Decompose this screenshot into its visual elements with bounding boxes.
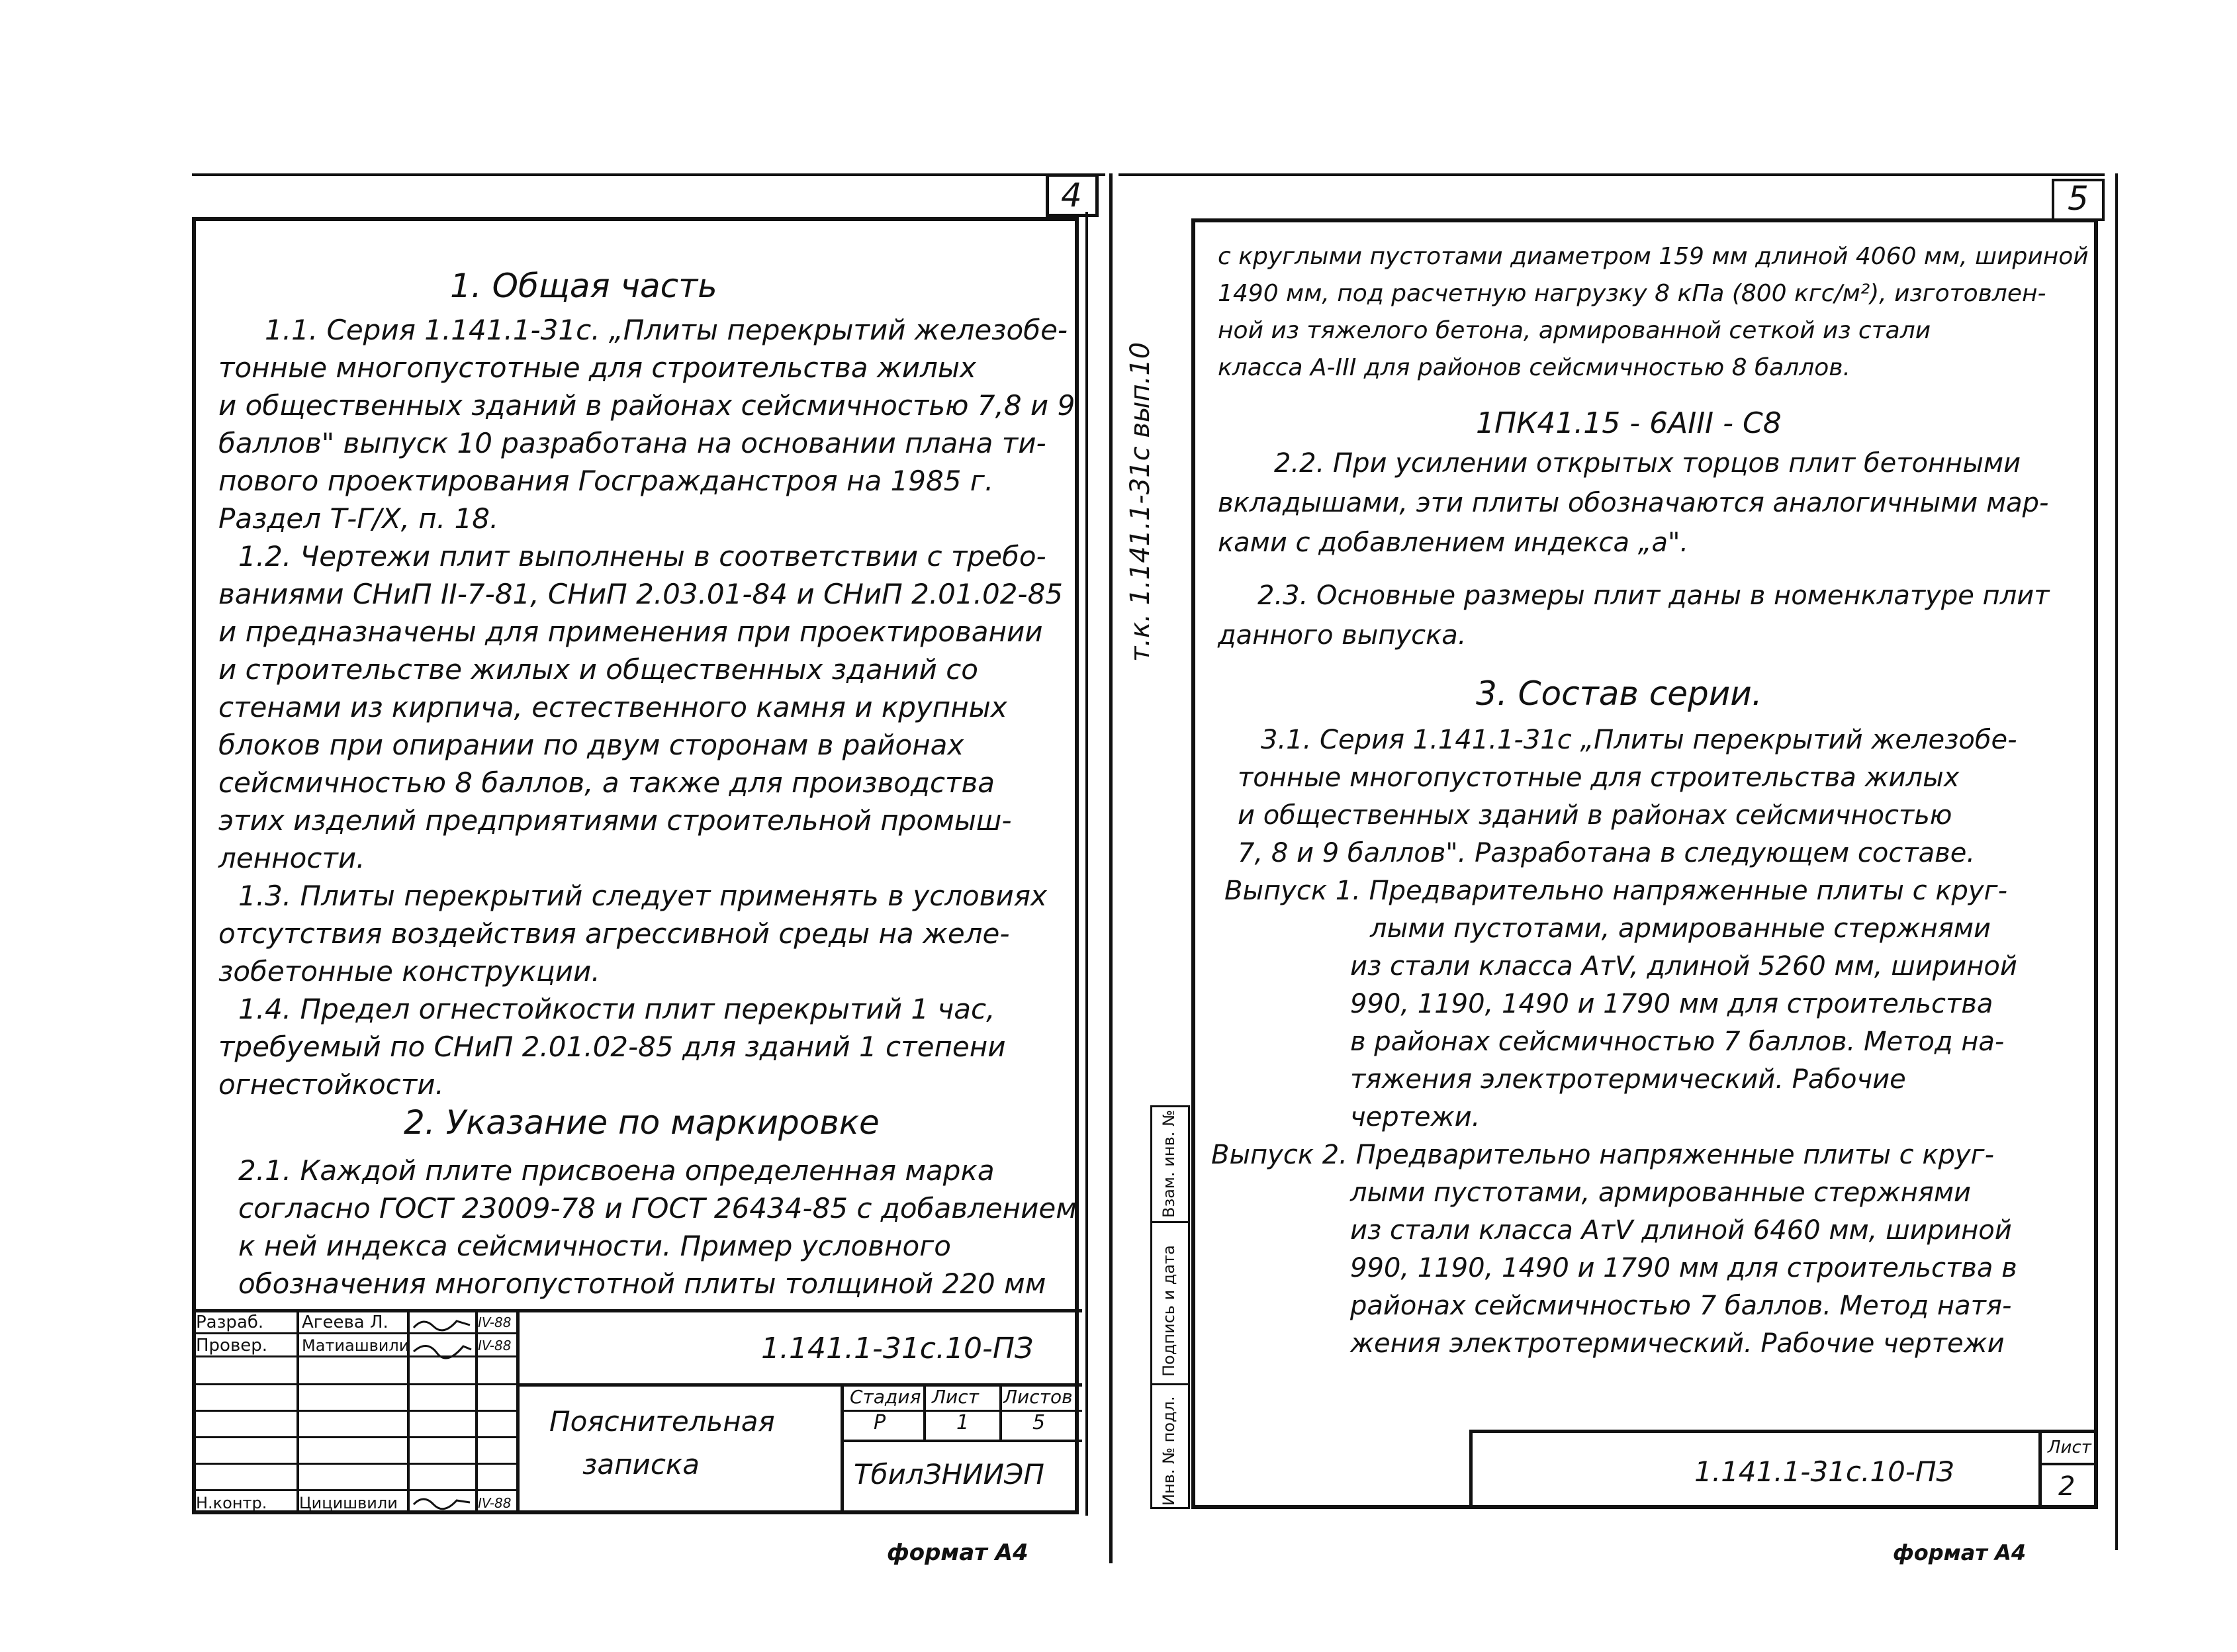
top-edge-line [192, 173, 1105, 176]
page-number-box [2052, 179, 2105, 221]
text-line: к ней индекса сейсмичности. Пример условного [238, 1230, 951, 1262]
left-body-2 [238, 1152, 1077, 1303]
stamp-name: Агеева Л. [302, 1312, 388, 1332]
inventory-hline [1150, 1383, 1190, 1385]
text-line: 1490 мм, под расчетную нагрузку 8 кПа (800 кгс/м²), изготовлен- [1218, 280, 2046, 307]
text-line: в районах сейсмичностью 7 баллов. Метод на- [1350, 1027, 2005, 1057]
text-line: обозначения многопустотной плиты толщиной 220 мм [238, 1267, 1046, 1300]
text-line: 1.1. Серия 1.141.1-31с. „Плиты перекрытий железобе- [265, 314, 1068, 346]
text-line: требуемый по СНиП 2.01.02-85 для зданий 1 степени [218, 1031, 1006, 1063]
signature-mark [410, 1492, 474, 1512]
stamp-hline [192, 1410, 516, 1412]
text-line: вкладышами, эти плиты обозначаются аналогичными мар- [1218, 488, 2049, 518]
text-line: 2.2. При усилении открытых торцов плит бетонными [1274, 448, 2021, 479]
right-body-top [1218, 238, 2089, 387]
stamp-hline [192, 1463, 516, 1465]
left-body [218, 311, 1075, 1103]
stamp-code: 1.141.1-31с.10-ПЗ [1694, 1455, 1954, 1488]
stamp-hline [192, 1436, 516, 1438]
text-line: класса А-III для районов сейсмичностью 8 баллов. [1218, 354, 1850, 381]
format-label: формат А4 [1893, 1540, 2027, 1565]
inventory-label: Инв. № подл. [1160, 1396, 1178, 1506]
text-line: стенами из кирпича, естественного камня и крупных [218, 691, 1007, 723]
stamp-vline [841, 1383, 844, 1514]
text-line: и предназначены для применения при проектировании [218, 616, 1043, 648]
text-line: 990, 1190, 1490 и 1790 мм для строительства [1350, 989, 1993, 1019]
text-line: лыми пустотами, армированные стержнями [1350, 1177, 1971, 1208]
text-line: пового проектирования Госгражданстроя на 1985 г. [218, 465, 994, 497]
text-line: ками с добавлением индекса „а". [1218, 528, 1689, 558]
text-line: блоков при опирании по двум сторонам в районах [218, 729, 964, 761]
text-line: ваниями СНиП II-7-81, СНиП 2.03.01-84 и СНиП 2.01.02-85 [218, 578, 1064, 610]
text-line: 7, 8 и 9 баллов". Разработана в следующем составе. [1238, 838, 1976, 868]
text-line: отсутствия воздействия агрессивной среды на желе- [218, 917, 1010, 950]
text-line: ной из тяжелого бетона, армированной сеткой из стали [1218, 317, 1931, 344]
text-line: и общественных зданий в районах сейсмичностью [1238, 800, 1952, 831]
text-line: сейсмичностью 8 баллов, а также для производства [218, 766, 995, 799]
text-line: 1.3. Плиты перекрытий следует применять в условиях [238, 880, 1047, 912]
inventory-label: Подпись и дата [1160, 1245, 1178, 1377]
stamp-hline [2038, 1463, 2098, 1465]
text-line: и общественных зданий в районах сейсмичностью 7,8 и 9 [218, 389, 1075, 422]
text-line: 1.2. Чертежи плит выполнены в соответствии с требо- [238, 540, 1046, 573]
stamp-hline [192, 1383, 516, 1385]
text-line: Выпуск 2. Предварительно напряженные плиты с круг- [1211, 1140, 1995, 1170]
stamp-name: Цицишвили [299, 1494, 398, 1512]
stamp-date: IV-88 [478, 1338, 512, 1354]
right-body-mid [1218, 443, 2050, 655]
section-1-title: 1. Общая часть [450, 267, 717, 305]
stamp-stage-header: Стадия [850, 1386, 921, 1408]
text-line: 1.4. Предел огнестойкости плит перекрытий 1 час, [238, 993, 995, 1025]
text-line: тяжения электротермический. Рабочие [1350, 1064, 1906, 1095]
text-line: 990, 1190, 1490 и 1790 мм для строительства в [1350, 1253, 2017, 1283]
stamp-sheet-header: Лист [932, 1386, 979, 1408]
page-number: 5 [2068, 179, 2089, 218]
format-label: формат А4 [887, 1539, 1028, 1566]
stamp-date: IV-88 [478, 1495, 512, 1511]
stamp-date: IV-88 [478, 1314, 512, 1330]
top-edge-line [1118, 173, 2105, 176]
inventory-label: Взам. инв. № [1160, 1110, 1178, 1218]
page-number: 4 [1061, 176, 1082, 214]
text-line: тонные многопустотные для строительства жилых [218, 351, 976, 384]
page-number-box [1046, 173, 1099, 217]
signature-marks [410, 1313, 474, 1379]
right-edge-line [2115, 173, 2118, 1550]
text-line: районах сейсмичностью 7 баллов. Метод натя- [1350, 1291, 2012, 1321]
text-line: из стали класса АтV, длиной 5260 мм, шириной [1350, 951, 2017, 982]
sheet-label: Лист [2048, 1438, 2091, 1457]
text-line: этих изделий предприятиями строительной промыш- [218, 804, 1012, 837]
stamp-mid-line [516, 1383, 1082, 1387]
text-line: и строительстве жилых и общественных зданий со [218, 653, 978, 686]
page-divider [1109, 173, 1113, 1563]
stamp-hline [841, 1440, 1082, 1442]
stamp-code: 1.141.1-31с.10-ПЗ [761, 1332, 1034, 1365]
stamp-role: Н.контр. [196, 1494, 267, 1512]
stamp-title: Пояснительная [549, 1405, 775, 1438]
text-line: ленности. [218, 842, 365, 874]
text-line: зобетонные конструкции. [218, 955, 600, 987]
inventory-hline [1150, 1221, 1190, 1223]
stamp-title: записка [582, 1448, 700, 1481]
plate-mark: 1ПК41.15 - 6АIII - С8 [1476, 406, 1782, 440]
text-line: согласно ГОСТ 23009-78 и ГОСТ 26434-85 с добавлением [238, 1192, 1077, 1224]
stamp-sheets-value: 5 [1032, 1411, 1046, 1434]
stamp-vline [297, 1309, 299, 1514]
text-line: 2.1. Каждой плите присвоена определенная марка [238, 1154, 995, 1187]
stamp-vline [1469, 1430, 1473, 1509]
stamp-vline [2038, 1430, 2042, 1509]
stamp-org: ТбилЗНИИЭП [854, 1458, 1044, 1491]
right-body-bottom [1211, 721, 2017, 1363]
stamp-stage-value: Р [874, 1411, 886, 1434]
text-line: лыми пустотами, армированные стержнями [1370, 913, 1991, 944]
stamp-name: Матиашвили [302, 1336, 410, 1355]
stamp-sheet-value: 1 [956, 1411, 970, 1434]
stamp-vline [516, 1309, 520, 1514]
section-2-title: 2. Указание по маркировке [404, 1103, 880, 1142]
series-vertical-code: т.к. 1.141.1-31с вып.10 [1125, 342, 1156, 662]
text-line: жения электротермический. Рабочие чертежи [1350, 1328, 2005, 1359]
stamp-sheets-header: Листов [1003, 1386, 1073, 1408]
stamp-role: Провер. [196, 1336, 268, 1355]
text-line: 3.1. Серия 1.141.1-31с „Плиты перекрытий железобе- [1261, 725, 2017, 755]
text-line: 2.3. Основные размеры плит даны в номенклатуре плит [1257, 580, 2050, 611]
text-line: чертежи. [1350, 1102, 1481, 1132]
text-line: из стали класса АтV длиной 6460 мм, шириной [1350, 1215, 2012, 1246]
section-3-title: 3. Состав серии. [1476, 674, 1762, 713]
text-line: Выпуск 1. Предварительно напряженные плиты с круг- [1224, 876, 2008, 906]
sheet-number: 2 [2058, 1471, 2076, 1502]
text-line: огнестойкости. [218, 1068, 444, 1101]
stamp-top-line [1469, 1430, 2098, 1433]
stamp-hline [192, 1489, 516, 1491]
text-line: Раздел Т-Г/Х, п. 18. [218, 502, 499, 535]
text-line: баллов" выпуск 10 разработана на основании плана ти- [218, 427, 1046, 459]
right-border-line [1085, 212, 1088, 1516]
stamp-role: Разраб. [196, 1312, 264, 1332]
text-line: тонные многопустотные для строительства жилых [1238, 762, 1960, 793]
text-line: с круглыми пустотами диаметром 159 мм длиной 4060 мм, шириной [1218, 243, 2089, 270]
text-line: данного выпуска. [1218, 620, 1467, 651]
